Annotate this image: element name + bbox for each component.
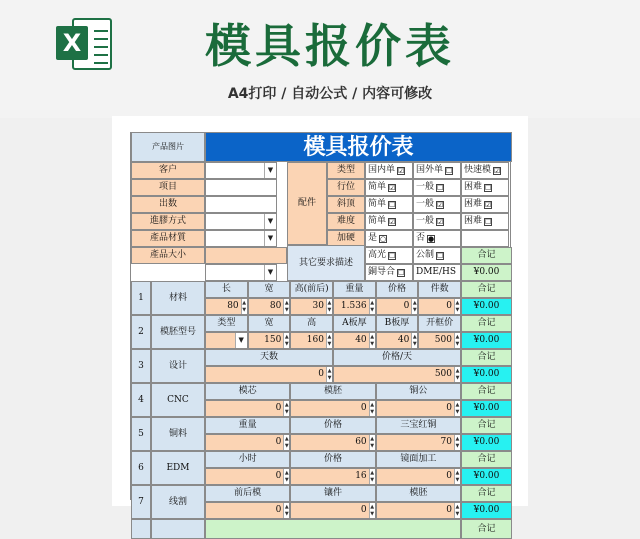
spinner-icon[interactable]: ▲ ▼: [370, 299, 375, 313]
req-option-3[interactable]: [365, 264, 413, 281]
parts-label-text: 配件: [297, 198, 316, 208]
header-area: [0, 0, 640, 118]
section-6-value-0[interactable]: [205, 468, 290, 485]
section-1-head-0-text: 长: [221, 284, 231, 294]
checkbox-icon[interactable]: ☑: [437, 217, 444, 226]
section-2-head-1: [248, 315, 291, 332]
section-7-sum-value-text: ¥0.00: [473, 505, 500, 515]
section-2-name-text: 模胚型号: [159, 326, 196, 337]
section-7-head-1-text: 镶件: [323, 488, 342, 498]
section-6-sum-value-text: ¥0.00: [473, 471, 500, 481]
left-field-5[interactable]: [205, 247, 287, 264]
section-2-value-3[interactable]: [333, 332, 376, 349]
section-2-head-4: [376, 315, 419, 332]
section-4-value-1[interactable]: [290, 400, 375, 417]
section-1-value-3-text: 1.536: [340, 301, 367, 311]
parts-row-2-opt-2-text: 困难: [464, 199, 483, 209]
section-1-head-2-text: 高(前后): [294, 284, 329, 294]
parts-row-1-opt-0-text: 简单: [368, 182, 387, 192]
section-2-value-3-text: 40: [355, 335, 367, 345]
spinner-icon[interactable]: ▲ ▼: [284, 469, 289, 483]
quote-sheet[interactable]: [130, 132, 511, 534]
section-3-value-0-text: 0: [318, 369, 324, 379]
checkbox-icon[interactable]: ☐: [389, 200, 396, 209]
checkbox-icon[interactable]: ☑: [494, 166, 501, 175]
checkbox-icon[interactable]: ☐: [485, 183, 492, 192]
section-7-value-0[interactable]: [205, 502, 290, 519]
section-5-value-2[interactable]: [376, 434, 461, 451]
parts-row-1-name: [327, 179, 365, 196]
parts-row-4-name-text: 加硬: [336, 233, 355, 243]
section-2-sum-label: [461, 315, 512, 332]
req-option-3-text: 銅导合: [368, 267, 396, 277]
spinner-icon[interactable]: ▲ ▼: [455, 503, 460, 517]
section-4-sum-label: [461, 383, 512, 400]
section-7-sum-value: [461, 502, 512, 519]
section-5-head-2-text: 三宝红铜: [400, 420, 437, 430]
parts-row-0-opt-0-text: 国内单: [368, 165, 396, 175]
parts-row-4-opt-1[interactable]: [413, 230, 461, 247]
section-4-name-text: CNC: [167, 394, 189, 405]
parts-row-2-name-text: 斜顶: [336, 199, 355, 209]
parts-row-0-name-text: 类型: [336, 165, 355, 175]
section-8-head: [205, 519, 461, 539]
section-4-value-2-text: 0: [446, 403, 452, 413]
section-6-name: [151, 451, 205, 485]
section-6-sum-label-text: 合记: [477, 454, 496, 464]
section-5-number-text: 5: [138, 428, 144, 439]
section-4-name: [151, 383, 205, 417]
left-label-5-text: 產品大小: [149, 250, 186, 260]
parts-row-4-opt-0-text: 是: [368, 233, 378, 243]
section-6-value-1-text: 16: [355, 471, 367, 481]
section-3-sum-label: [461, 349, 512, 366]
checkbox-icon[interactable]: ●: [428, 234, 435, 243]
checkbox-icon[interactable]: ☑: [485, 200, 492, 209]
left-label-4-text: 產品材質: [149, 233, 186, 243]
spinner-icon[interactable]: ▲ ▼: [455, 333, 460, 347]
section-7-sum-label: [461, 485, 512, 502]
parts-row-2-opt-1[interactable]: [413, 196, 461, 213]
section-5-value-0[interactable]: [205, 434, 290, 451]
section-7-value-2[interactable]: [376, 502, 461, 519]
checkbox-icon[interactable]: ☐: [437, 183, 444, 192]
section-3-value-0[interactable]: [205, 366, 333, 383]
checkbox-icon[interactable]: ☑: [389, 217, 396, 226]
section-1-value-3[interactable]: [333, 298, 376, 315]
section-2-sum-label-text: 合记: [477, 318, 496, 328]
left-label-2-text: 出数: [158, 199, 177, 209]
section-5-value-0-text: 0: [275, 437, 282, 447]
section-6-head-2-text: 镜面加工: [400, 454, 437, 464]
section-5-name-text: 铜料: [168, 428, 187, 439]
section-7-value-1[interactable]: [290, 502, 375, 519]
section-2-head-3: [333, 315, 376, 332]
section-7-value-2-text: 0: [446, 505, 452, 515]
section-1-head-2: [290, 281, 333, 298]
parts-row-3-opt-1-text: 一般: [416, 216, 435, 226]
other-requirements-label: [287, 245, 365, 281]
section-6-head-1: [290, 451, 375, 468]
section-6-value-1[interactable]: [290, 468, 375, 485]
section-4-head-2: [376, 383, 461, 400]
left-label-5: [131, 247, 205, 264]
spinner-icon[interactable]: ▲ ▼: [327, 299, 332, 313]
section-2-head-0: [205, 315, 248, 332]
section-1-head-3: [333, 281, 376, 298]
section-4-sum-label-text: 合记: [477, 386, 496, 396]
other-requirements-label-text: 其它要求描述: [298, 257, 353, 268]
checkbox-icon[interactable]: ☐: [398, 268, 405, 277]
section-4-value-0-text: 0: [275, 403, 282, 413]
section-1-value-2[interactable]: [290, 298, 333, 315]
section-1-sum-label-text: 合记: [477, 284, 496, 294]
section-6-value-2-text: 0: [446, 471, 452, 481]
section-3-value-1[interactable]: [333, 366, 461, 383]
req-option-4-text: DME/HS: [416, 267, 457, 277]
section-3-head-1: [333, 349, 461, 366]
parts-row-2-opt-0[interactable]: [365, 196, 413, 213]
section-6-name-text: EDM: [166, 462, 190, 473]
section-1-value-5[interactable]: [418, 298, 461, 315]
section-2-head-3-text: A板厚: [342, 318, 367, 328]
section-5-value-2-text: 70: [440, 437, 452, 447]
section-4-sum-value: [461, 400, 512, 417]
spinner-icon[interactable]: ▲ ▼: [455, 401, 460, 415]
parts-row-4-empty: [461, 230, 509, 247]
spinner-icon[interactable]: ▲ ▼: [284, 333, 289, 347]
section-3-sum-value-text: ¥0.00: [473, 369, 500, 379]
section-1-value-0[interactable]: [205, 298, 248, 315]
section-2-head-5: [418, 315, 461, 332]
section-1-sum-value-text: ¥0.00: [473, 301, 500, 311]
spinner-icon[interactable]: ▲ ▼: [327, 367, 332, 381]
section-7-name: [151, 485, 205, 519]
section-1-number: [131, 281, 151, 315]
dropdown-arrow-icon[interactable]: ▼: [264, 214, 276, 229]
dropdown-arrow-icon[interactable]: ▼: [264, 163, 276, 178]
parts-row-3-opt-2-text: 困难: [464, 216, 483, 226]
section-5-value-1[interactable]: [290, 434, 375, 451]
section-1-head-4: [376, 281, 419, 298]
section-2-value-5-text: 500: [434, 335, 452, 345]
checkbox-icon[interactable]: ☐: [437, 251, 444, 260]
section-1-head-5: [418, 281, 461, 298]
section-1-number-text: 1: [138, 292, 144, 303]
parts-row-2-name: [327, 196, 365, 213]
section-7-number: [131, 485, 151, 519]
section-7-head-2: [376, 485, 461, 502]
section-5-sum-value: [461, 434, 512, 451]
section-2-number: [131, 315, 151, 349]
section-4-head-2-text: 铜公: [409, 386, 428, 396]
spinner-icon[interactable]: ▲ ▼: [327, 333, 332, 347]
section-6-head-1-text: 价格: [323, 454, 342, 464]
spinner-icon[interactable]: ▲ ▼: [284, 299, 289, 313]
spinner-icon[interactable]: ▲ ▼: [370, 401, 375, 415]
req-option-1-text: 高光: [368, 250, 387, 260]
section-1-head-3-text: 重量: [345, 284, 364, 294]
parts-row-0-opt-0[interactable]: [365, 162, 413, 179]
product-image-label: [131, 132, 205, 162]
left-label-3: [131, 213, 205, 230]
parts-row-1-opt-2[interactable]: [461, 179, 509, 196]
section-1-value-2-text: 30: [312, 301, 324, 311]
section-2-sum-value: [461, 332, 512, 349]
left-field-0[interactable]: [205, 162, 277, 179]
section-6-sum-label: [461, 451, 512, 468]
section-2-value-1-text: 150: [264, 335, 282, 345]
section-7-sum-label-text: 合记: [477, 488, 496, 498]
section-1-name: [151, 281, 205, 315]
section-3-name: [151, 349, 205, 383]
section-2-head-0-text: 类型: [217, 318, 236, 328]
section-2-head-2-text: 高: [307, 318, 317, 328]
section-8-sum-label: [461, 519, 512, 539]
section-5-head-0: [205, 417, 290, 434]
left-label-1: [131, 179, 205, 196]
spinner-icon[interactable]: ▲ ▼: [370, 435, 375, 449]
section-2-head-5-text: 开框价: [426, 318, 454, 328]
parts-row-3-opt-0-text: 简单: [368, 216, 387, 226]
dropdown-arrow-icon[interactable]: ▼: [235, 333, 247, 348]
section-2-value-4[interactable]: [376, 332, 419, 349]
parts-row-2-opt-0-text: 简单: [368, 199, 387, 209]
banner-title-text: 模具报价表: [303, 134, 414, 160]
parts-row-1-name-text: 行位: [336, 182, 355, 192]
section-7-head-1: [290, 485, 375, 502]
section-1-value-4-text: 0: [403, 301, 410, 311]
product-image-label-text: 产品图片: [152, 142, 184, 151]
parts-row-4-opt-1-text: 否: [416, 233, 426, 243]
parts-row-3-name: [327, 213, 365, 230]
dropdown-arrow-icon[interactable]: ▼: [264, 231, 276, 246]
left-label-0-text: 客户: [158, 165, 177, 175]
section-1-value-1-text: 80: [269, 301, 282, 311]
section-5-head-1: [290, 417, 375, 434]
checkbox-icon[interactable]: ☐: [446, 166, 453, 175]
section-2-head-4-text: B板厚: [384, 318, 410, 328]
section-1-sum-value: [461, 298, 512, 315]
left-field-1[interactable]: [205, 179, 277, 196]
spinner-icon[interactable]: ▲ ▼: [455, 367, 460, 381]
parts-row-1-opt-2-text: 困难: [464, 182, 483, 192]
checkbox-icon[interactable]: ☑: [389, 183, 396, 192]
parts-row-1-opt-0[interactable]: [365, 179, 413, 196]
req-sum-label: [461, 247, 512, 264]
req-sum-label-text: 合记: [477, 250, 496, 260]
section-7-value-1-text: 0: [360, 505, 367, 515]
left-label-2: [131, 196, 205, 213]
spinner-icon[interactable]: ▲ ▼: [412, 299, 417, 313]
section-6-head-0-text: 小时: [238, 454, 257, 464]
parts-row-2-opt-2[interactable]: [461, 196, 509, 213]
parts-row-0-name: [327, 162, 365, 179]
spinner-icon[interactable]: ▲ ▼: [370, 333, 375, 347]
left-label-4: [131, 230, 205, 247]
left-field-4[interactable]: [205, 230, 277, 247]
section-1-name-text: 材料: [168, 292, 187, 303]
spinner-icon[interactable]: ▲ ▼: [284, 435, 289, 449]
excel-icon: X: [56, 14, 114, 72]
parts-row-3-name-text: 难度: [336, 216, 355, 226]
section-8-name: [151, 519, 205, 539]
section-1-head-4-text: 价格: [387, 284, 406, 294]
spinner-icon[interactable]: ▲ ▼: [370, 469, 375, 483]
spinner-icon[interactable]: ▲ ▼: [284, 503, 289, 517]
spinner-icon[interactable]: ▲ ▼: [242, 299, 247, 313]
section-4-head-0-text: 模芯: [238, 386, 257, 396]
checkbox-icon[interactable]: ☑: [398, 166, 405, 175]
section-1-sum-label: [461, 281, 512, 298]
section-6-head-0: [205, 451, 290, 468]
spinner-icon[interactable]: ▲ ▼: [455, 435, 460, 449]
section-1-value-1[interactable]: [248, 298, 291, 315]
section-6-sum-value: [461, 468, 512, 485]
req-option-2-text: 公制: [416, 250, 435, 260]
parts-row-1-opt-1-text: 一般: [416, 182, 435, 192]
section-4-value-1-text: 0: [360, 403, 367, 413]
section-2-value-2-text: 160: [306, 335, 324, 345]
page-subtitle: A4打印 / 自动公式 / 内容可修改: [227, 86, 433, 102]
section-5-number: [131, 417, 151, 451]
section-4-number-text: 4: [138, 394, 144, 405]
section-8-sum-label-text: 合记: [477, 523, 496, 534]
parts-row-0-opt-1[interactable]: [413, 162, 461, 179]
section-1-head-1: [248, 281, 291, 298]
section-3-head-0-text: 天数: [259, 352, 278, 362]
section-3-head-1-text: 价格/天: [381, 352, 413, 362]
section-7-name-text: 线割: [168, 496, 187, 507]
section-7-value-0-text: 0: [275, 505, 282, 515]
section-4-value-2[interactable]: [376, 400, 461, 417]
section-7-head-0-text: 前后模: [234, 488, 262, 498]
section-4-head-0: [205, 383, 290, 400]
section-7-head-0: [205, 485, 290, 502]
section-2-value-2[interactable]: [290, 332, 333, 349]
section-1-value-4[interactable]: [376, 298, 419, 315]
section-5-sum-label-text: 合记: [477, 420, 496, 430]
req-sum-value: [461, 264, 512, 281]
section-1-head-5-text: 件数: [430, 284, 449, 294]
req-sum-value-text: ¥0.00: [473, 267, 500, 277]
section-3-head-0: [205, 349, 333, 366]
parts-row-0-opt-2[interactable]: [461, 162, 509, 179]
parts-row-1-opt-1[interactable]: [413, 179, 461, 196]
section-2-head-1-text: 宽: [264, 318, 274, 328]
left-label-0: [131, 162, 205, 179]
section-3-number-text: 3: [138, 360, 144, 371]
page-title: 模具报价表: [205, 19, 455, 73]
parts-label: [287, 162, 327, 245]
left-label-3-text: 進膠方式: [149, 216, 186, 226]
section-8-number: [131, 519, 151, 539]
section-5-sum-value-text: ¥0.00: [473, 437, 500, 447]
section-4-value-0[interactable]: [205, 400, 290, 417]
parts-row-3-opt-2[interactable]: [461, 213, 509, 230]
section-2-number-text: 2: [138, 326, 144, 337]
section-3-value-1-text: 500: [434, 369, 452, 379]
section-4-head-1: [290, 383, 375, 400]
section-6-head-2: [376, 451, 461, 468]
parts-row-0-opt-2-text: 快速模: [464, 165, 492, 175]
parts-row-3-opt-1[interactable]: [413, 213, 461, 230]
section-5-head-2: [376, 417, 461, 434]
section-7-head-2-text: 模胚: [409, 488, 428, 498]
checkbox-icon[interactable]: ○: [380, 234, 387, 243]
left-field-3[interactable]: [205, 213, 277, 230]
section-5-sum-label: [461, 417, 512, 434]
left-field-2[interactable]: [205, 196, 277, 213]
section-5-value-1-text: 60: [355, 437, 367, 447]
checkbox-icon[interactable]: ☐: [389, 251, 396, 260]
req-option-2[interactable]: [413, 247, 461, 264]
section-6-number-text: 6: [138, 462, 144, 473]
section-3-name-text: 设计: [168, 360, 187, 371]
section-3-number: [131, 349, 151, 383]
section-2-value-0[interactable]: [205, 332, 248, 349]
section-1-head-1-text: 宽: [264, 284, 274, 294]
section-2-head-2: [290, 315, 333, 332]
section-1-value-5-text: 0: [446, 301, 452, 311]
section-7-number-text: 7: [138, 496, 144, 507]
spinner-icon[interactable]: ▲ ▼: [455, 469, 460, 483]
req-option-1[interactable]: [365, 247, 413, 264]
checkbox-icon[interactable]: ☑: [437, 200, 444, 209]
left-label-1-text: 项目: [158, 182, 177, 192]
section-2-value-5[interactable]: [418, 332, 461, 349]
section-1-head-0: [205, 281, 248, 298]
section-4-head-1-text: 模胚: [323, 386, 342, 396]
banner-title: [205, 132, 512, 162]
section-3-sum-label-text: 合记: [477, 352, 496, 362]
section-2-value-4-text: 40: [397, 335, 410, 345]
spinner-icon[interactable]: ▲ ▼: [455, 299, 460, 313]
section-6-number: [131, 451, 151, 485]
spinner-icon[interactable]: ▲ ▼: [370, 503, 375, 517]
parts-row-2-opt-1-text: 一般: [416, 199, 435, 209]
req-option-4[interactable]: [413, 264, 461, 281]
section-2-name: [151, 315, 205, 349]
section-6-value-0-text: 0: [275, 471, 282, 481]
section-5-head-1-text: 价格: [323, 420, 342, 430]
section-6-value-2[interactable]: [376, 468, 461, 485]
section-5-name: [151, 417, 205, 451]
dropdown-arrow-icon[interactable]: ▼: [264, 265, 276, 280]
checkbox-icon[interactable]: ☐: [485, 217, 492, 226]
spinner-icon[interactable]: ▲ ▼: [284, 401, 289, 415]
spinner-icon[interactable]: ▲ ▼: [412, 333, 417, 347]
parts-row-4-opt-0[interactable]: [365, 230, 413, 247]
section-5-head-0-text: 重量: [238, 420, 257, 430]
section-4-sum-value-text: ¥0.00: [473, 403, 500, 413]
size-select[interactable]: [205, 264, 277, 281]
parts-row-3-opt-0[interactable]: [365, 213, 413, 230]
parts-row-0-opt-1-text: 国外单: [416, 165, 444, 175]
section-1-value-0-text: 80: [227, 301, 239, 311]
section-2-value-1[interactable]: [248, 332, 291, 349]
section-3-sum-value: [461, 366, 512, 383]
section-4-number: [131, 383, 151, 417]
section-2-sum-value-text: ¥0.00: [473, 335, 500, 345]
